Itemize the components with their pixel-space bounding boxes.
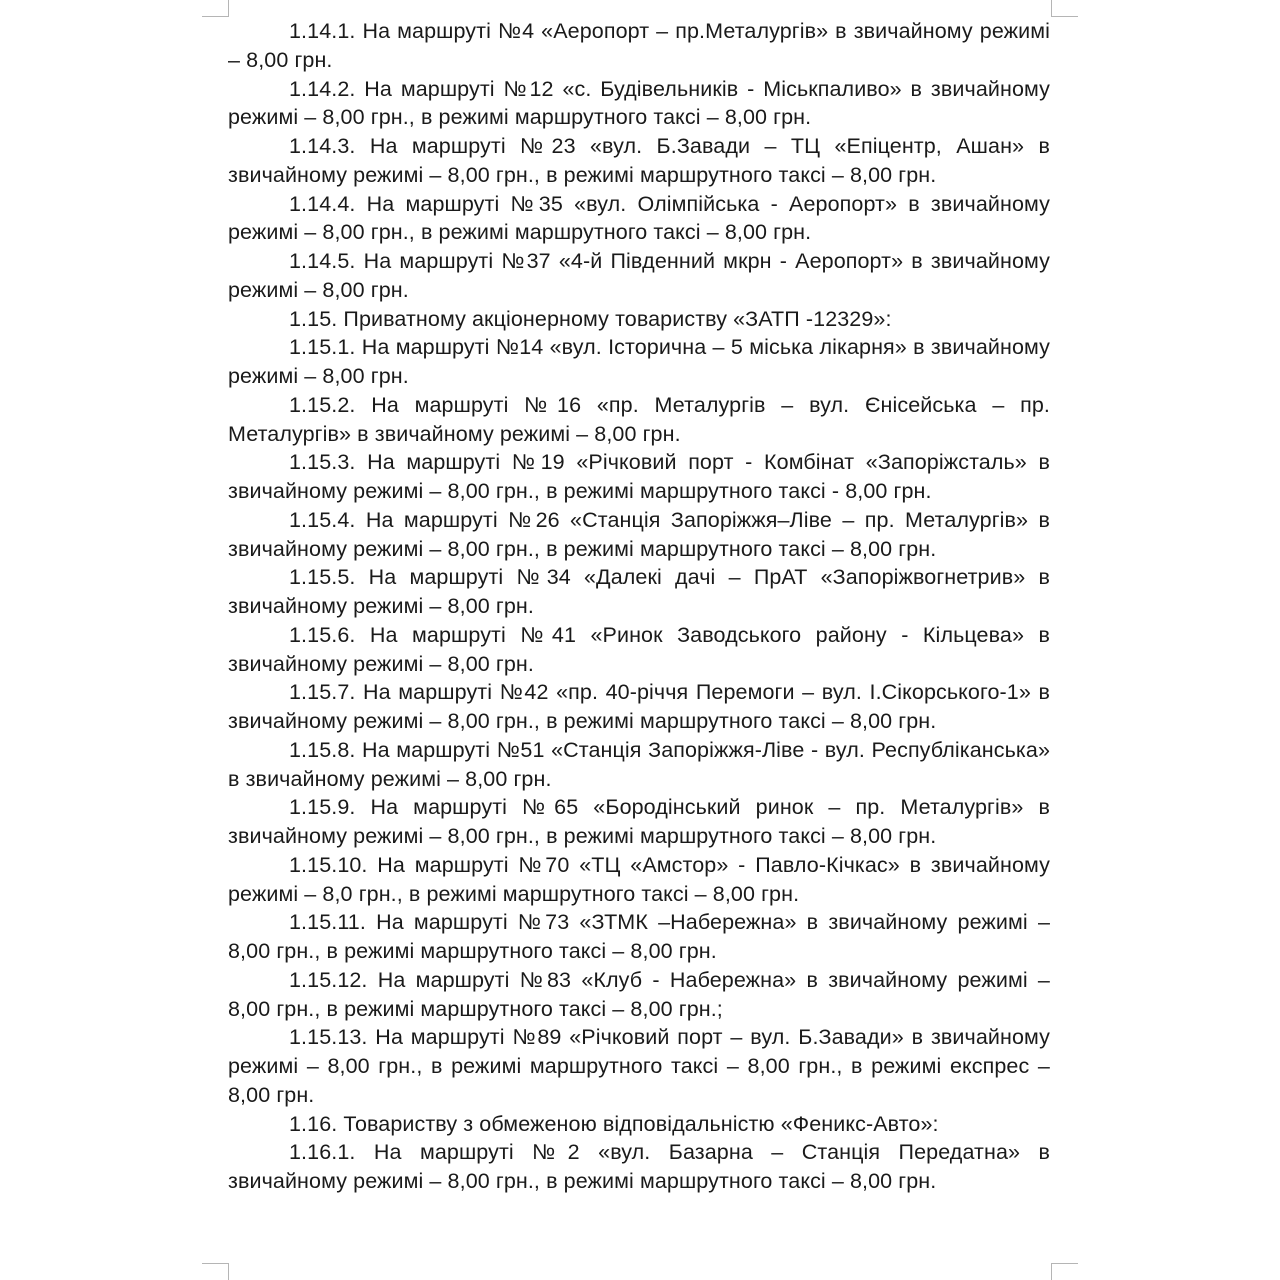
document-body [228, 17, 1050, 1196]
paragraph-1-14-1: 1.14.1. На маршруті №4 «Аеропорт – пр.Металургів» в звичайному режимі – 8,00 грн. [228, 19, 1050, 72]
paragraph-1-15-10: 1.15.10. На маршруті №70 «ТЦ «Амстор» - Павло-Кічкас» в звичайному режимі – 8,0 грн., в режимі маршрутного таксі – 8,00 грн. [228, 852, 1050, 906]
paragraph-1-15-3: 1.15.3. На маршруті №19 «Річковий порт - Комбінат «Запоріжсталь» в звичайному режимі – 8,00 грн., в режимі маршрутного таксі - 8,00 грн. [228, 450, 1050, 503]
paragraph-1-16-heading: 1.16. Товариству з обмеженою відповідальністю «Феникс-Авто»: [289, 1111, 939, 1136]
paragraph-1-15-6: 1.15.6. На маршруті №41 «Ринок Заводського району - Кільцева» в звичайному режимі – 8,00 грн. [228, 622, 1050, 676]
paragraph-1-14-4: 1.14.4. На маршруті №35 «вул. Олімпійська - Аеропорт» в звичайному режимі – 8,00 грн., в режимі маршрутного таксі – 8,00 грн. [228, 191, 1050, 245]
paragraph-1-15-2: 1.15.2. На маршруті №16 «пр. Металургів – вул. Єнісейська – пр. Металургів» в звичайному режимі – 8,00 грн. [228, 392, 1050, 446]
paragraph-1-15-13: 1.15.13. На маршруті №89 «Річковий порт – вул. Б.Завади» в звичайному режимі – 8,00 грн., в режимі маршрутного таксі – 8,00 грн., в режимі експрес – 8,00 грн. [228, 1025, 1050, 1107]
paragraph-1-14-2: 1.14.2. На маршруті №12 «с. Будівельників - Міськпаливо» в звичайному режимі – 8,00 грн., в режимі маршрутного таксі – 8,00 грн. [228, 76, 1050, 130]
paragraph-1-15-heading: 1.15. Приватному акціонерному товариству «ЗАТП -12329»: [289, 306, 892, 331]
page-corner-mark-top-left [202, 0, 229, 17]
paragraph-1-14-3: 1.14.3. На маршруті №23 «вул. Б.Завади – ТЦ «Епіцентр, Ашан» в звичайному режимі – 8,00 грн., в режимі маршрутного таксі – 8,00 грн. [228, 134, 1050, 187]
page-corner-mark-top-right [1051, 0, 1078, 17]
page-corner-mark-bottom-left [202, 1263, 229, 1280]
paragraph-1-15-7: 1.15.7. На маршруті №42 «пр. 40-річчя Перемоги – вул. І.Сікорського-1» в звичайному режимі – 8,00 грн., в режимі маршрутного таксі – 8,00 грн. [228, 680, 1050, 733]
paragraph-1-16-1: 1.16.1. На маршруті №2 «вул. Базарна – Станція Передатна» в звичайному режимі – 8,00 грн., в режимі маршрутного таксі – 8,00 грн. [228, 1140, 1050, 1193]
paragraph-1-14-5: 1.14.5. На маршруті №37 «4-й Південний мкрн - Аеропорт» в звичайному режимі – 8,00 грн. [228, 249, 1050, 302]
paragraph-1-15-11: 1.15.11. На маршруті №73 «ЗТМК –Набережна» в звичайному режимі – 8,00 грн., в режимі маршрутного таксі – 8,00 грн. [228, 910, 1050, 963]
paragraph-1-15-12: 1.15.12. На маршруті №83 «Клуб - Набережна» в звичайному режимі – 8,00 грн., в режимі маршрутного таксі – 8,00 грн.; [228, 967, 1050, 1021]
page-corner-mark-bottom-right [1051, 1263, 1078, 1280]
paragraph-1-15-8: 1.15.8. На маршруті №51 «Станція Запоріжжя-Ліве - вул. Республіканська» в звичайному режимі – 8,00 грн. [228, 737, 1050, 791]
paragraph-1-15-9: 1.15.9. На маршруті №65 «Бородінський ринок – пр. Металургів» в звичайному режимі – 8,00 грн., в режимі маршрутного таксі – 8,00 грн. [228, 795, 1050, 848]
paragraph-1-15-5: 1.15.5. На маршруті №34 «Далекі дачі – ПрАТ «Запоріжвогнетрив» в звичайному режимі – 8,00 грн. [228, 565, 1050, 618]
paragraph-1-15-1: 1.15.1. На маршруті №14 «вул. Історична – 5 міська лікарня» в звичайному режимі – 8,00 грн. [228, 335, 1050, 388]
paragraph-1-15-4: 1.15.4. На маршруті №26 «Станція Запоріжжя–Ліве – пр. Металургів» в звичайному режимі – 8,00 грн., в режимі маршрутного таксі – 8,00 грн. [228, 507, 1050, 561]
